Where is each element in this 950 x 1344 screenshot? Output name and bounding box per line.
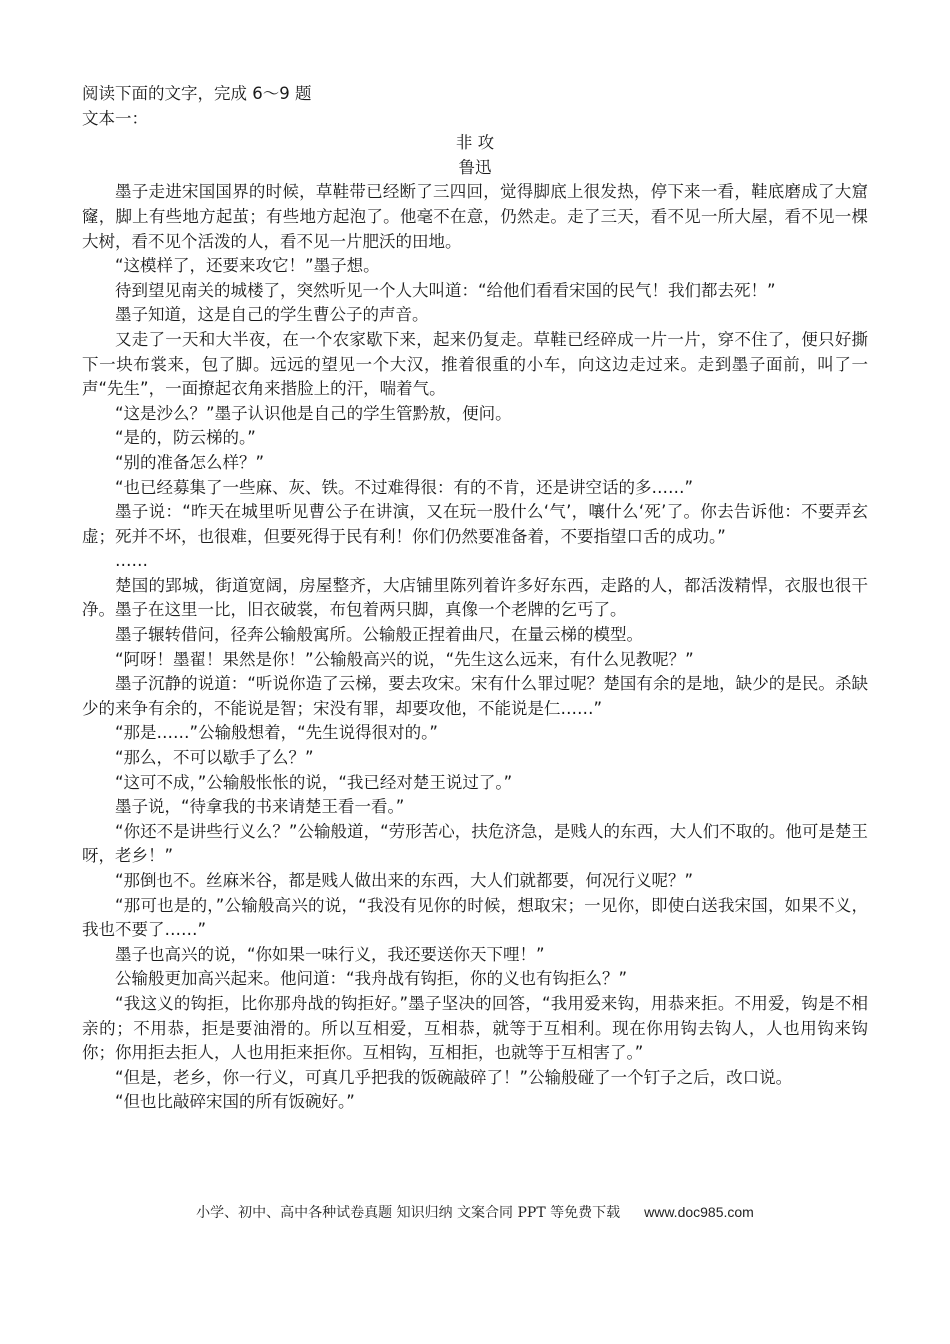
- footer-url[interactable]: www.doc985.com: [644, 1204, 754, 1220]
- text-label: 文本一：: [82, 108, 148, 128]
- paragraph: “但也比敲碎宋国的所有饭碗好。”: [115, 1092, 355, 1112]
- paragraph: “阿呀！墨翟！果然是你！”公输般高兴的说，“先生这么远来，有什么见教呢？”: [115, 649, 694, 669]
- article-title: 非 攻: [455, 133, 495, 153]
- paragraph: 待到望见南关的城楼了，突然听见一个人大叫道：“给他们看看宋国的民气！我们都去死！”: [115, 280, 776, 300]
- paragraph: “这模样了，还要来攻它！”墨子想。: [115, 256, 380, 276]
- paragraph: 墨子辗转借问，径奔公输般寓所。公输般正捏着曲尺，在量云梯的模型。: [115, 625, 643, 645]
- paragraph: “那可也是的，”公输般高兴的说，“我没有见你的时候，想取宋；一见你，即使白送我宋国，如果不义，我也不要了……”: [82, 895, 868, 940]
- paragraph: 墨子知道，这是自己的学生曹公子的声音。: [115, 305, 429, 325]
- paragraph: “那倒也不。丝麻米谷，都是贱人做出来的东西，大人们就都要，何况行义呢？”: [115, 871, 694, 890]
- page-footer: [0, 1202, 950, 1222]
- instruction: 阅读下面的文字，完成 6～9 题: [82, 84, 312, 103]
- paragraph: 公输般更加高兴起来。他问道：“我舟战有钩拒，你的义也有钩拒么？”: [115, 969, 628, 989]
- paragraph: “那么，不可以歇手了么？”: [115, 748, 314, 768]
- footer-text: 小学、初中、高中各种试卷真题 知识归纳 文案合同 PPT 等免费下载: [196, 1205, 621, 1221]
- paragraph: “但是，老乡，你一行义，可真几乎把我的饭碗敲碎了！”公输般碰了一个钉子之后，改口说。: [115, 1067, 793, 1087]
- paragraph: 墨子也高兴的说，“你如果一味行义，我还要送你天下哩！”: [115, 944, 545, 964]
- paragraph: 楚国的郢城，街道宽阔，房屋整齐，大店铺里陈列着许多好东西，走路的人，都活泼精悍，衣服也很干净。墨子在这里一比，旧衣破裳，布包着两只脚，真像一个老牌的乞丐了。: [82, 575, 868, 620]
- article-author: 鲁迅: [458, 157, 492, 177]
- article-body: [82, 180, 868, 1115]
- document-page: [82, 82, 868, 1115]
- paragraph: 又走了一天和大半夜，在一个农家歇下来，起来仍复走。草鞋已经碎成一片一片，穿不住了，便只好撕下一块布裳来，包了脚。远远的望见一个大汉，推着很重的小车，向这边走过来。走到墨子面前，叫了一声“先生”，一面撩起衣角来揩脸上的汗，喘着气。: [82, 329, 868, 399]
- paragraph: “别的准备怎么样？”: [115, 452, 265, 472]
- paragraph: “我这义的钩拒，比你那舟战的钩拒好。”墨子坚决的回答，“我用爱来钩，用恭来拒。不用爱，钩是不相亲的；不用恭，拒是要油滑的。所以互相爱，互相恭，就等于互相利。现在你用钩去钩人，人也用钩来钩你；你用拒去拒人，人也用拒来拒你。互相钩，互相拒，也就等于互相害了。”: [82, 993, 868, 1063]
- paragraph: 墨子说：“昨天在城里听见曹公子在讲演，又在玩一股什么‘气’，嚷什么‘死’了。你去告诉他：不要弄玄虚；死并不坏，也很难，但要死得于民有利！你们仍然要准备着，不要指望口舌的成功。”: [82, 502, 868, 546]
- paragraph: “这是沙么？”墨子认识他是自己的学生管黔敖，便问。: [115, 403, 512, 423]
- paragraph: “也已经募集了一些麻、灰、铁。不过难得很：有的不肯，还是讲空话的多……”: [115, 477, 694, 497]
- paragraph: 墨子走进宋国国界的时候，草鞋带已经断了三四回，觉得脚底上很发热，停下来一看，鞋底磨成了大窟窿，脚上有些地方起茧；有些地方起泡了。他毫不在意，仍然走。走了三天，看不见一所大屋，看不见一棵大树，看不见个活泼的人，看不见一片肥沃的田地。: [82, 182, 868, 251]
- paragraph: “这可不成，”公输般怅怅的说，“我已经对楚王说过了。”: [115, 772, 513, 792]
- paragraph: 墨子说，“待拿我的书来请楚王看一看。”: [115, 797, 405, 817]
- paragraph: “你还不是讲些行义么？”公输般道，“劳形苦心，扶危济急，是贱人的东西，大人们不取的。他可是楚王呀，老乡！”: [82, 821, 868, 866]
- ellipsis-paragraph: ……: [115, 551, 148, 571]
- paragraph: 墨子沉静的说道：“听说你造了云梯，要去攻宋。宋有什么罪过呢？楚国有余的是地，缺少的是民。杀缺少的来争有余的，不能说是智；宋没有罪，却要攻他，不能说是仁……”: [82, 674, 868, 718]
- paragraph: “是的，防云梯的。”: [115, 428, 256, 448]
- paragraph: “那是……”公输般想着，“先生说得很对的。”: [115, 723, 438, 743]
